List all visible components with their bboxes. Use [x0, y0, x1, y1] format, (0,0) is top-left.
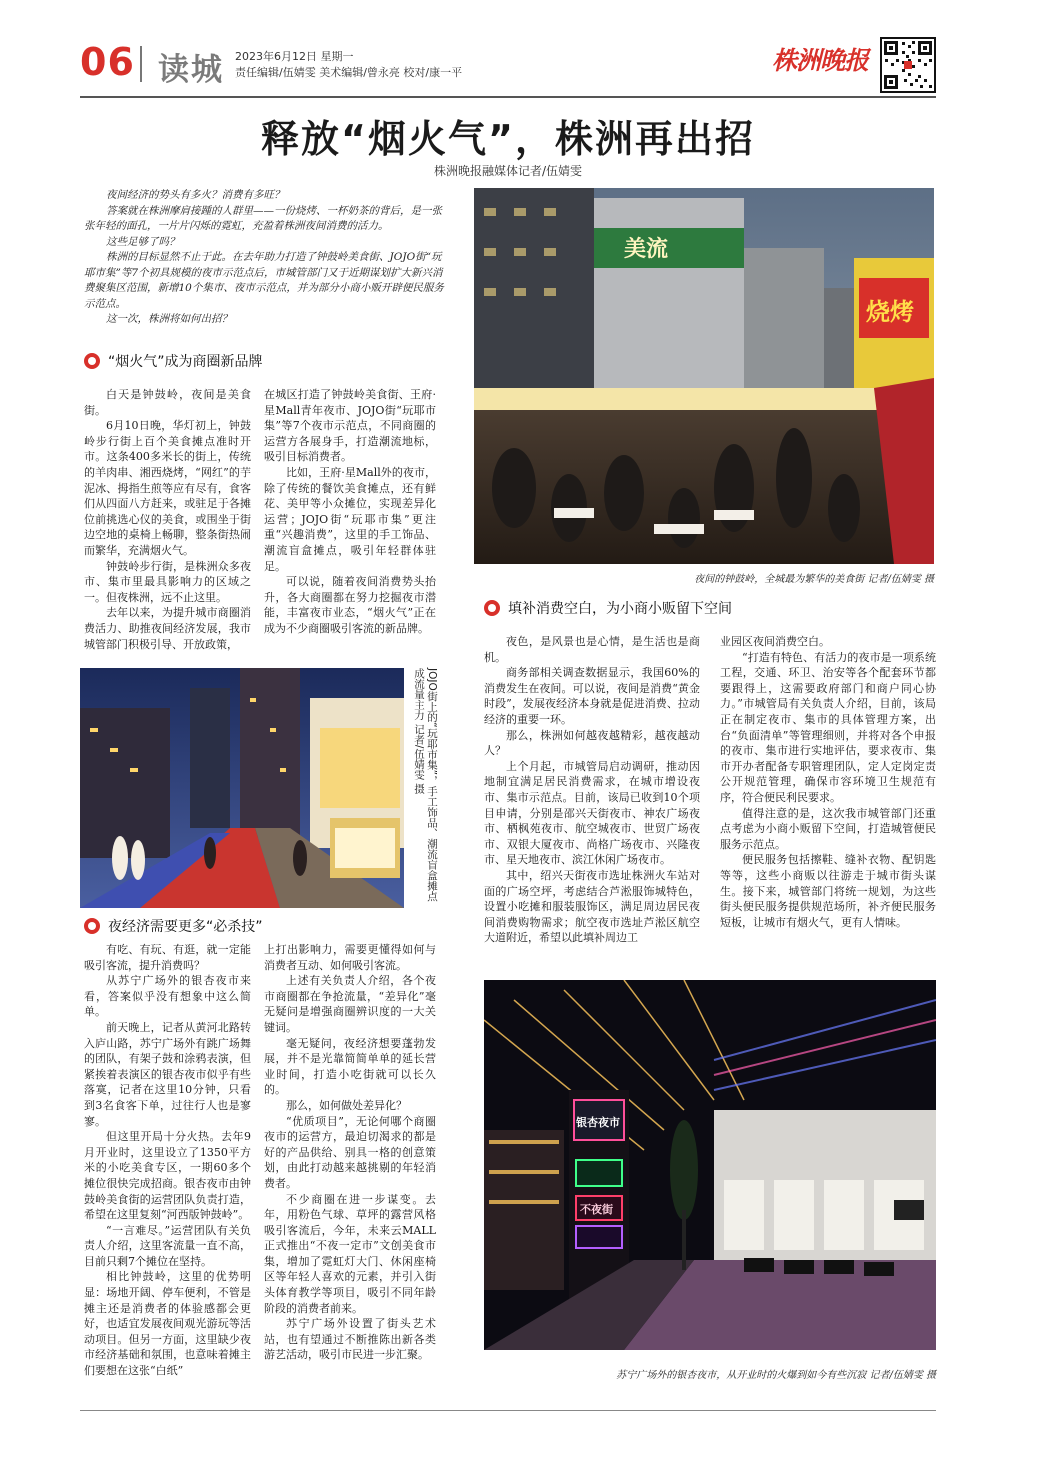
paragraph: 上打出影响力，需要更懂得如何与消费者互动、如何吸引客流。	[264, 943, 436, 972]
paragraph: 便民服务包括擦鞋、缝补衣物、配钥匙等等，这些小商贩以往游走于城市街头谋生。接下来，城管部门将统一规划，为这些街头便民服务提供规范场所，补齐便民服务短板，让城市有烟火气，更有人情味。	[720, 853, 936, 929]
paragraph: “打造有特色、有活力的夜市是一项系统工程，交通、环卫、治安等各个配套环节都要跟得上，这需要政府部门和商户同心协力。”市城管局有关负责人介绍，目前，该局正在制定夜市、集市的具体管理方案，出台“负面清单”等管理细则，并将对各个申报的夜市、集市进行实地评估，要求夜市、集市开办者配备专职管理团队，定人定岗定责公开规范管理，确保市容环境卫生规范有序，符合便民利民要求。	[720, 650, 936, 804]
paragraph: 去年以来，为提升城市商圈消费活力、助推夜间经济发展，我市城管部门积极引导、开放政策，	[84, 606, 251, 651]
paragraph: 上述有关负责人介绍，各个夜市商圈都在争抢流量，“差异化”毫无疑问是增强商圈辨识度的一大关键词。	[264, 974, 436, 1034]
subhead-3	[484, 598, 732, 618]
section3-column2	[720, 634, 936, 930]
page-number: 06	[80, 40, 135, 84]
editors-line: 责任编辑/伍婧雯 美术编辑/曾永亮 校对/康一平	[235, 66, 463, 79]
photo3-sign-a: 银杏夜市	[576, 1116, 620, 1129]
paragraph: 白天是钟鼓岭，夜间是美食街。	[84, 388, 251, 417]
masthead-rule	[80, 96, 936, 98]
subhead-1	[84, 351, 263, 371]
photo3-sign-b: 不夜街	[580, 1203, 613, 1216]
lead-paragraphs	[84, 188, 450, 328]
paragraph: 比如，王府·星Mall外的夜市，除了传统的餐饮美食摊点，还有鲜花、美甲等小众摊位，实现差异化运营；JOJO街“玩耶市集”更注重“兴趣消费”，这里的手工饰品、潮流盲盒摊点，吸引年轻群体驻足。	[264, 465, 436, 573]
paragraph: 商务部相关调查数据显示，我国60%的消费发生在夜间。可以说，夜间是消费“黄金时段”，发展夜经济本身就是促进消费、拉动经济的重要一环。	[484, 666, 700, 726]
headline: 释放“烟火气”，株洲再出招	[261, 117, 755, 161]
byline: 株洲晚报融媒体记者/伍婧雯	[433, 164, 583, 178]
paper-logo: 株洲晚报	[771, 46, 868, 75]
bottom-rule	[80, 1410, 936, 1411]
paragraph: 但这里开局十分火热。去年9月开业时，这里设立了1350平方米的小吃美食专区，一期60多个摊位很快完成招商。银杏夜市由钟鼓岭美食街的运营团队负责打造，希望在这里复刻“河西版钟鼓岭”。	[84, 1130, 251, 1222]
photo-jojo-street-market	[80, 668, 404, 908]
paragraph: 前天晚上，记者从黄河北路转入庐山路，苏宁广场外有跳广场舞的团队，有架子鼓和涂鸦表演，但紧挨着表演区的银杏夜市似乎有些落寞，记者在这里10分钟，只看到3名食客下单，过往行人也是寥寥。	[84, 1020, 251, 1128]
paragraph: “优质项目”，无论何哪个商圈夜市的运营方，最迫切渴求的都是好的产品供给、别具一格的创意策划，由此打动越来越挑剔的年轻消费者。	[264, 1114, 436, 1190]
subhead-bullet-icon	[484, 600, 500, 616]
subhead-1-text: “烟火气”成为商圈新品牌	[108, 354, 263, 370]
paragraph: 业园区夜间消费空白。	[720, 635, 830, 648]
paragraph: 6月10日晚，华灯初上，钟鼓岭步行街上百个美食摊点准时开市。这条400多米长的街上，传统的羊肉串、湘西烧烤，“网红”的芋泥冰、拇指生煎等应有尽有，食客们从四面八方赶来，或驻足于各摊位前挑选心仪的美食，或围坐于街边空地的桌椅上畅聊，整条街热闹而繁华，充满烟火气。	[84, 419, 251, 557]
qr-code-icon	[880, 37, 936, 93]
photo1-sign-b: 烧烤	[866, 298, 914, 326]
photo1-caption: 夜间的钟鼓岭，全城最为繁华的美食街 记者/伍婧雯 摄	[694, 574, 934, 585]
paragraph: 从苏宁广场外的银杏夜市来看，答案似乎没有想象中这么简单。	[84, 974, 251, 1019]
paragraph: 毫无疑问，夜经济想要蓬勃发展，并不是光靠简简单单的延长营业时间，打造小吃街就可以长久的。	[264, 1036, 436, 1097]
paragraph: 夜色，是风景也是心情，是生活也是商机。	[484, 635, 700, 664]
section-name: 读城	[158, 52, 224, 88]
paragraph: 可以说，随着夜间消费势头抬升，各大商圈都在努力挖掘夜市潜能，丰富夜市业态，“烟火气”正在成为不少商圈吸引客流的新品牌。	[264, 575, 436, 635]
paragraph: 在城区打造了钟鼓岭美食街、王府·星Mall青年夜市、JOJO街“玩耶市集”等7个夜市示范点，不同商圈的运营方各展身手，打造潮流地标，吸引目标消费者。	[264, 388, 436, 464]
photo-ginkgo-night-market	[484, 980, 936, 1350]
subhead-3-text: 填补消费空白，为小商小贩留下空间	[508, 601, 732, 617]
section3-column1	[484, 634, 700, 946]
photo1-sign-a: 美流	[624, 237, 669, 262]
date-line: 2023年6月12日 星期一	[235, 50, 354, 63]
section2-column1	[84, 942, 251, 1379]
paragraph: 不少商圈在进一步谋变。去年，用粉色气球、草坪的露营风格吸引客流后，今年，未来云MALL正式推出“不夜一定市”文创美食市集，增加了霓虹灯大门、休闲座椅区等年轻人喜欢的元素，并引入街头体育教学等项目，吸引不同年龄阶段的消费者前来。	[264, 1192, 436, 1315]
section2-column2	[264, 942, 436, 1363]
masthead-divider	[140, 46, 142, 82]
photo3-caption: 苏宁广场外的银杏夜市，从开业时的火爆到如今有些沉寂 记者/伍婧雯 摄	[616, 1370, 936, 1381]
lead-paragraph: 答案就在株洲摩肩接踵的人群里——一份烧烤、一杯奶茶的背后，是一张张年轻的面孔，一片片闪烁的霓虹，充盈着株洲夜间消费的活力。	[84, 204, 443, 232]
paragraph: 其中，绍兴天街夜市选址株洲火车站对面的广场空坪，考虑结合芦淞服饰城特色，设置小吃摊和服装服饰区，满足周边居民夜间消费购物需求；航空夜市选址芦淞区航空大道附近，希望以此填补周边工	[484, 868, 700, 945]
masthead-meta	[235, 49, 462, 81]
paragraph: 上个月起，市城管局启动调研，推动因地制宜满足居民消费需求，在城市增设夜市、集市示范点。目前，该局已收到10个项目申请，分别是邵兴天街夜市、神农广场夜市、栖枫苑夜市、航空城夜市、世贸广场夜市、双银大厦夜市、尚格广场夜市、兴隆夜市、星天地夜市、滨江休闲广场夜市。	[484, 759, 700, 867]
lead-paragraph: 这些足够了吗？	[106, 235, 180, 248]
lead-paragraph: 这一次，株洲将如何出招？	[106, 313, 233, 325]
photo2-caption: JOJO街上的“玩耶市集”，手工饰品、潮流盲盒摊点成流量主力 记者/伍婧雯 摄	[413, 668, 438, 902]
paragraph: 那么，株洲如何越夜越精彩，越夜越动人？	[484, 728, 700, 758]
photo-night-food-street	[474, 188, 934, 564]
section1-column1	[84, 387, 251, 652]
subhead-2-text: 夜经济需要更多“必杀技”	[108, 919, 263, 935]
subhead-bullet-icon	[84, 918, 100, 934]
paragraph: 有吃、有玩、有逛，就一定能吸引客流，提升消费吗？	[84, 943, 251, 972]
section1-column2	[264, 387, 436, 637]
lead-paragraph: 株洲的目标显然不止于此。在去年助力打造了钟鼓岭美食街、JOJO街“玩耶市集”等7个初具规模的夜市示范点后，市城管部门又于近期谋划扩大新兴消费聚集区范围，新增10个集市、夜市示范点，并为部分小商小贩开辟便民服务示范点。	[84, 251, 444, 310]
paragraph: 那么，如何做处差异化？	[286, 1098, 407, 1112]
paragraph: 值得注意的是，这次我市城管部门还重点考虑为小商小贩留下空间，打造城管便民服务示范点。	[720, 806, 936, 851]
paragraph: “一言难尽。”运营团队有关负责人介绍，这里客流量一直不高，目前只剩7个摊位在坚持。	[84, 1223, 251, 1268]
subhead-2	[84, 916, 263, 936]
paragraph: 苏宁广场外设置了街头艺术站，也有望通过不断推陈出新各类游艺活动，吸引市民进一步汇聚。	[264, 1317, 436, 1362]
paragraph: 钟鼓岭步行街，是株洲众多夜市、集市里最具影响力的区域之一。但夜株洲，远不止这里。	[84, 559, 251, 604]
paragraph: 相比钟鼓岭，这里的优势明显：场地开阔、停车便利，不管是摊主还是消费者的体验感都会更好，也适宜发展夜间观光游玩等活动项目。但另一方面，这里缺少夜市经济基础和氛围，也意味着摊主们要想在这张“白纸”	[84, 1270, 251, 1378]
subhead-bullet-icon	[84, 353, 100, 369]
lead-paragraph: 夜间经济的势头有多火？消费有多旺？	[106, 189, 285, 201]
